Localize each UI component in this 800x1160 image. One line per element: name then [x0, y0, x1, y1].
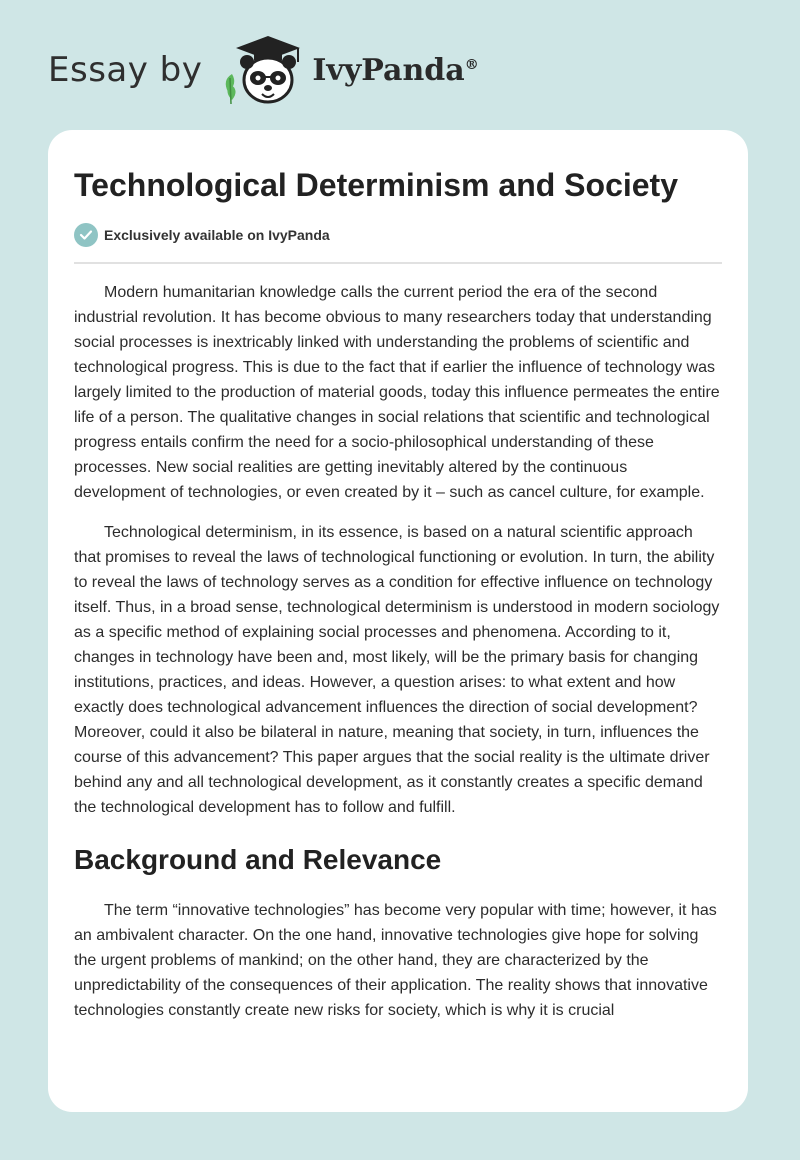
exclusive-badge — [74, 222, 722, 248]
brand-text: IvyPanda — [312, 52, 465, 88]
section-heading: Background and Relevance — [74, 844, 442, 875]
divider — [74, 262, 722, 264]
site-header — [48, 30, 608, 110]
check-icon — [74, 223, 98, 247]
essay-by-label: Essay by — [48, 50, 203, 90]
panda-graduate-icon[interactable] — [218, 30, 308, 110]
brand-name[interactable] — [312, 53, 478, 88]
paragraph: Modern humanitarian knowledge calls the current period the era of the second industrial revolution. It has become obvious to many researchers today that understanding social processes is inextricably linked with understanding the problems of scientific and technological progress. This is due to the fact that if earlier the influence of technology was largely limited to the production of material goods, today this influence permeates the entire life of a person. The qualitative changes in social relations that scientific and technological progress entails confirm the need for a socio-philosophical understanding of these processes. New social realities are getting inevitably altered by the continuous development of technologies, or even created by it – such as cancel culture, for example. — [74, 284, 720, 501]
registered-mark: ® — [464, 56, 479, 73]
paragraph: Technological determinism, in its essence, is based on a natural scientific approach that promises to reveal the laws of technological functioning or evolution. In turn, the ability to reveal the laws of technology serves as a condition for effective influence on technology itself. Thus, in a broad sense, technological determinism is understood in modern sociology as a specific method of explaining social processes and phenomena. According to it, changes in technology have been and, most likely, will be the primary basis for changing institutions, practices, and ideas. However, a question arises: to what extent and how exactly does technological advancement influences the direction of social development? Moreover, could it also be bilateral in nature, meaning that society, in turn, influences the course of this advancement? This paper argues that the social reality is the ultimate driver behind any and all technological development, as it constantly creates a specific demand the technological development has to follow and fulfill. — [74, 524, 720, 816]
page-title: Technological Determinism and Society — [74, 167, 678, 203]
leaf-icon — [226, 74, 236, 104]
essay-card — [48, 130, 748, 1112]
paragraph: The term “innovative technologies” has become very popular with time; however, it has an ambivalent character. On the one hand, innovative technologies give hope for solving the urgent problems of mankind; on the other hand, they are characterized by the unpredictability of the consequences of their application. The reality shows that innovative technologies constantly create new risks for society, which is why it is crucial — [74, 902, 717, 1019]
exclusive-label: Exclusively available on IvyPanda — [104, 227, 330, 243]
